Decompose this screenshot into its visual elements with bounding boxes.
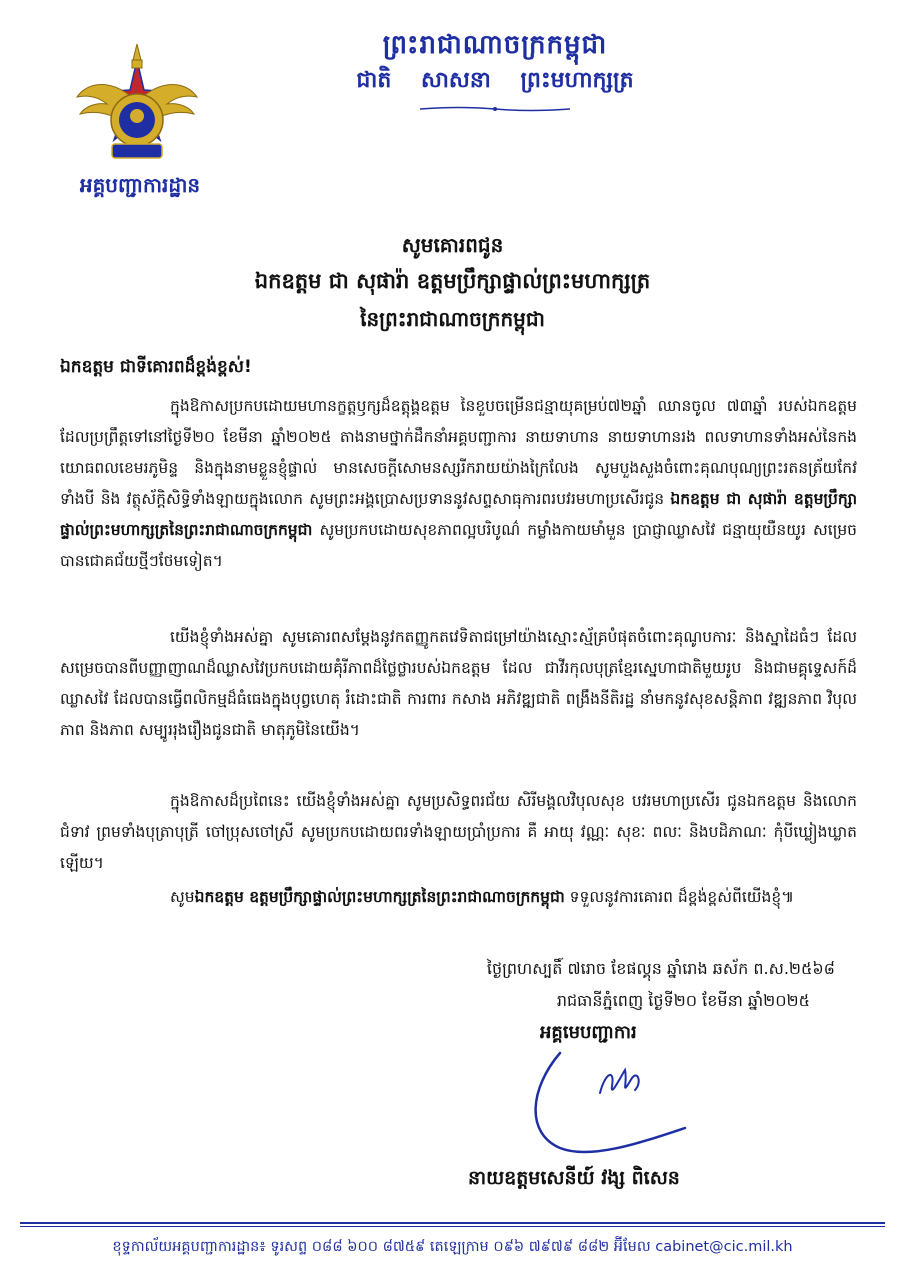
p4-bold-recipient: ឯកឧត្តម ឧត្តមប្រឹក្សាផ្ទាល់ព្រះមហាក្សត្រនៃព្រះរាជាណាចក្រកម្ពុជា xyxy=(194,888,565,906)
p4-text-b: ទទួលនូវការគោរព ដ៏ខ្ពង់ខ្ពស់ពីយើងខ្ញុំ៕ xyxy=(564,888,795,906)
military-emblem-icon xyxy=(72,42,202,167)
recipient-name: ឯកឧត្តម ជា សុផារ៉ា ឧត្តមប្រឹក្សាផ្ទាល់ព្រះមហាក្សត្រ xyxy=(254,269,651,293)
body-paragraph-2: យើងខ្ញុំទាំងអស់គ្នា សូមគោរពសម្តែងនូវកតញ្ញូកតវេទិតាជម្រៅយ៉ាងស្មោះស្ម័គ្របំផុតចំពោះគុណូបការៈ និងស្នាដៃធំៗ ដែលសម្រេចបានពីបញ្ញាញាណដ៏ឈ្លាសវៃប្រកបដោយគុំរីភាពដ៏ថ្លៃថ្លារបស់ឯកឧត្តម ដែល ជាវីរកុលបុត្រខ្មែរស្នេហាជាតិមួយរូប និងជាមគ្គុទ្ទេសក៍ដ៏ឈ្លាសវៃ ដែលបានធ្វើពលិកម្មដ៏ធំធេងក្នុងបុព្វហេតុ រំដោះជាតិ ការពារ កសាង អភិវឌ្ឍជាតិ ពង្រឹងនីតិរដ្ឋ នាំមកនូវសុខសន្តិភាព វឌ្ឍនភាព វិបុលភាព និងភាព សម្បូររុងរឿងជូនជាតិ មាតុភូមិនៃយើង។ xyxy=(60,628,857,739)
footer-divider xyxy=(20,1222,885,1227)
body-paragraph-4 xyxy=(60,882,857,913)
p1-text-b: សូមប្រកបដោយសុខភាពល្អបរិបូណ៌ កម្លាំងកាយមាំមួន ប្រាជ្ញាឈ្លាសវៃ ជន្មាយុយឺនយូរ សម្រេចបានជោគជ័យថ្មីៗថែមទៀត។ xyxy=(60,521,857,570)
footer-contact: ខុទ្ទកាល័យអគ្គបញ្ជាការដ្ឋាន៖ ទូរសព្ទ ០៨៨ ៦០០ ៨៧៥៩ តេឡេក្រាម ០៩៦ ៧៩៧៩ ៨៨២ អ៊ីមែល cabinet@cic.mil.kh xyxy=(112,1239,793,1255)
headquarters-name: អគ្គបញ្ជាការដ្ឋាន xyxy=(79,173,201,197)
signer-name: នាយឧត្តមសេនីយ៍ វង្ស ពិសេន xyxy=(468,1167,680,1189)
recipient-organization: នៃព្រះរាជាណាចក្រកម្ពុជា xyxy=(360,307,545,331)
p1-text-a: ក្នុងឱកាសប្រកបដោយមហានក្ខត្តឫក្សដ៏ឧត្តុង្គឧត្តម នៃខួបចម្រើនជន្មាយុគម្រប់៧២ឆ្នាំ ឈានចូល ៧៣ឆ្នាំ របស់ឯកឧត្តម ដែលប្រព្រឹត្តទៅនៅថ្ងៃទី២០ ខែមីនា ឆ្នាំ២០២៥ តាងនាមថ្នាក់ដឹកនាំអគ្គបញ្ជាការ នាយទាហាន នាយទាហានរង ពលទាហានទាំងអស់នៃកងយោធពលខេមរភូមិន្ទ និងក្នុងនាមខ្លួនខ្ញុំផ្ទាល់ មានសេចក្តីសោមនស្សរីករាយយ៉ាងក្រៃលែង សូមបួងសួងចំពោះគុណបុណ្យព្រះរតនត្រ័យកែវទាំងបី និង វត្ថុស័ក្តិសិទ្ធិទាំងឡាយក្នុងលោក សូមព្រះអង្គប្រោសប្រទាននូវសព្ទសាធុការពរបវរមហាប្រសើរជូន xyxy=(60,397,857,508)
body-paragraph-3: ក្នុងឱកាសដ៏ប្រពៃនេះ យើងខ្ញុំទាំងអស់គ្នា សូមប្រសិទ្ធពរជ័យ សិរីមង្គលវិបុលសុខ បវរមហាប្រសើរ ជូនឯកឧត្តម និងលោកជំទាវ ព្រមទាំងបុត្រាបុត្រី ចៅប្រុសចៅស្រី សូមប្រកបដោយពរទាំងឡាយប្រាំប្រការ គឺ អាយុ វណ្ណៈ សុខៈ ពលៈ និងបដិភាណៈ កុំបីឃ្លៀងឃ្លាតឡើយ។ xyxy=(60,792,857,872)
salutation: ឯកឧត្តម ជាទីគោរពដ៏ខ្ពង់ខ្ពស់! xyxy=(60,357,252,377)
address-to-line: សូមគោរពជូន xyxy=(401,233,504,257)
p4-text-a: សូម xyxy=(170,888,195,906)
lunar-date: ថ្ងៃព្រហស្បតិ៍ ៧រោច ខែផល្គុន ឆ្នាំរោង ឆស័ក ព.ស.២៥៦៨ xyxy=(486,959,835,978)
ornamental-divider xyxy=(420,104,570,114)
p1-bold-recipient: ឯកឧត្តម ជា សុផារ៉ា ឧត្តមប្រឹក្សាផ្ទាល់ព្រះមហាក្សត្រនៃព្រះរាជាណាចក្រកម្ពុជា xyxy=(60,490,858,539)
national-motto: ជាតិ សាសនា ព្រះមហាក្សត្រ xyxy=(356,68,634,93)
body-paragraph-1 xyxy=(60,391,857,577)
handwritten-signature xyxy=(520,1048,690,1168)
kingdom-title: ព្រះរាជាណាចក្រកម្ពុជា xyxy=(382,30,608,60)
signer-title: អគ្គមេបញ្ជាការ xyxy=(540,1022,637,1043)
solar-date: រាជធានីភ្នំពេញ ថ្ងៃទី២០ ខែមីនា ឆ្នាំ២០២៥ xyxy=(556,991,810,1010)
